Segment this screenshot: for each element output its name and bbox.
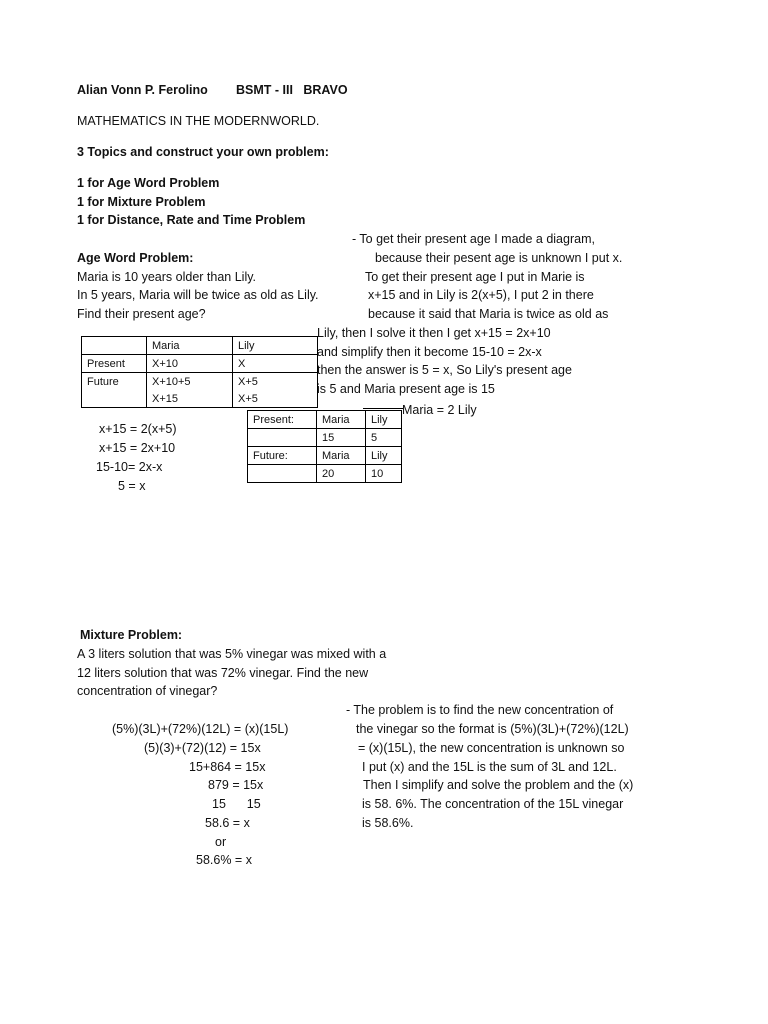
table-cell (248, 465, 317, 483)
table-cell: Maria (317, 411, 366, 429)
table-cell (248, 429, 317, 447)
mixture-problem-line: concentration of vinegar? (77, 684, 218, 698)
mixture-explanation-line: Then I simplify and solve the problem and the (x) (363, 778, 634, 792)
table-cell: Future: (248, 447, 317, 465)
table-cell: X (233, 355, 318, 373)
age-solution-step: x+15 = 2(x+5) (99, 422, 177, 436)
table-cell: Maria (147, 337, 233, 355)
topic-item: 1 for Distance, Rate and Time Problem (77, 213, 306, 227)
mixture-solution-step: or (215, 835, 227, 849)
table-cell: Maria (317, 447, 366, 465)
age-solution-step: x+15 = 2x+10 (99, 441, 176, 455)
author-name: Alian Vonn P. Ferolino (77, 83, 208, 97)
mixture-solution-step: 15 15 (212, 797, 261, 811)
mixture-solution-step: 58.6 = x (205, 816, 250, 830)
topic-item: 1 for Mixture Problem (77, 195, 206, 209)
mixture-explanation-line: = (x)(15L), the new concentration is unknown so (358, 741, 625, 755)
age-explanation-line: and simplify then it become 15-10 = 2x-x (317, 345, 542, 359)
table-cell: X+10+5 (147, 373, 233, 391)
age-explanation-line: then the answer is 5 = x, So Lily's present age (317, 363, 572, 377)
mixture-solution-step: 58.6% = x (196, 853, 252, 867)
age-result-table (247, 410, 402, 483)
mixture-solution-step: (5)(3)+(72)(12) = 15x (144, 741, 261, 755)
table-cell: Lily (366, 447, 402, 465)
table-cell: X+5 (233, 373, 318, 391)
age-problem-line: Find their present age? (77, 307, 206, 321)
table-cell: Future (82, 373, 147, 391)
age-problem-line: Maria is 10 years older than Lily. (77, 270, 257, 284)
table-cell: 10 (366, 465, 402, 483)
section-label: BSMT - III BRAVO (236, 83, 348, 97)
age-heading: Age Word Problem: (77, 251, 194, 265)
connector-line (363, 408, 403, 409)
mixture-solution-step: (5%)(3L)+(72%)(12L) = (x)(15L) (112, 722, 289, 736)
table-cell: X+10 (147, 355, 233, 373)
course-title: MATHEMATICS IN THE MODERNWORLD. (77, 114, 320, 128)
age-relation: Maria = 2 Lily (402, 403, 477, 417)
age-explanation-line: because it said that Maria is twice as old as (368, 307, 609, 321)
mixture-heading: Mixture Problem: (80, 628, 183, 642)
table-cell (82, 337, 147, 355)
table-cell: Present: (248, 411, 317, 429)
instruction: 3 Topics and construct your own problem: (77, 145, 329, 159)
table-cell: Present (82, 355, 147, 373)
age-explanation-line: Lily, then I solve it then I get x+15 = 2x+10 (317, 326, 551, 340)
table-cell: 5 (366, 429, 402, 447)
table-cell: Lily (366, 411, 402, 429)
age-diagram-table (81, 336, 318, 408)
mixture-solution-step: 879 = 15x (208, 778, 264, 792)
table-cell (82, 390, 147, 408)
mixture-problem-line: A 3 liters solution that was 5% vinegar was mixed with a (77, 647, 387, 661)
age-problem-line: In 5 years, Maria will be twice as old as Lily. (77, 288, 319, 302)
mixture-explanation-line: is 58. 6%. The concentration of the 15L vinegar (362, 797, 624, 811)
age-explanation-line: To get their present age I put in Marie is (365, 270, 585, 284)
mixture-problem-line: 12 liters solution that was 72% vinegar. Find the new (77, 666, 369, 680)
age-solution-step: 15-10= 2x-x (96, 460, 163, 474)
table-cell: X+5 (233, 390, 318, 408)
age-explanation-line: because their pesent age is unknown I put x. (375, 251, 623, 265)
age-explanation-line: x+15 and in Lily is 2(x+5), I put 2 in there (368, 288, 594, 302)
mixture-explanation-line: the vinegar so the format is (5%)(3L)+(72%)(12L) (356, 722, 629, 736)
mixture-explanation-line: is 58.6%. (362, 816, 414, 830)
table-cell: 15 (317, 429, 366, 447)
age-solution-step: 5 = x (118, 479, 146, 493)
table-cell: X+15 (147, 390, 233, 408)
topic-item: 1 for Age Word Problem (77, 176, 220, 190)
age-explanation-line: - To get their present age I made a diagram, (352, 232, 595, 246)
age-explanation-line: is 5 and Maria present age is 15 (317, 382, 495, 396)
table-cell: Lily (233, 337, 318, 355)
mixture-explanation-line: - The problem is to find the new concentration of (346, 703, 614, 717)
mixture-solution-step: 15+864 = 15x (189, 760, 266, 774)
table-cell: 20 (317, 465, 366, 483)
mixture-explanation-line: I put (x) and the 15L is the sum of 3L and 12L. (362, 760, 617, 774)
